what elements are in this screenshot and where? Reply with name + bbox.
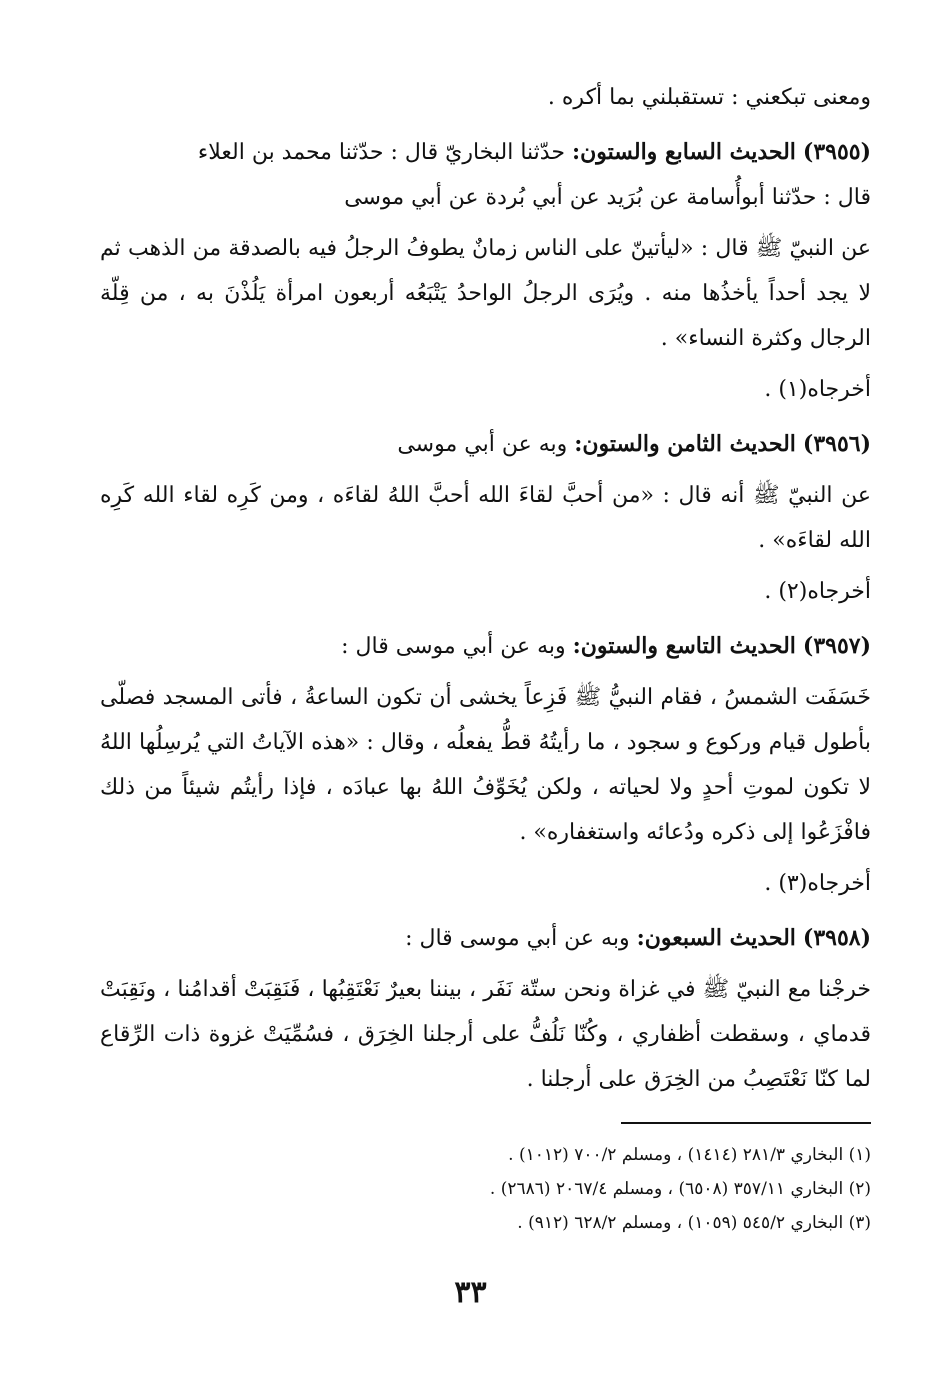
- hadith-title: الحديث السبعون:: [636, 925, 796, 951]
- hadith-number: (٣٩٥٥): [802, 139, 871, 165]
- footnote-divider: [621, 1122, 871, 1124]
- hadith-title: الحديث السابع والستون:: [571, 139, 796, 165]
- isnad-line: وبه عن أبي موسى قال :: [405, 926, 630, 951]
- takhrij-3956: أخرجاه(٢) .: [764, 579, 871, 604]
- intro-line: ومعنى تبكعني : تستقبلني بما أكره .: [547, 85, 871, 110]
- hadith-number: (٣٩٥٦): [802, 431, 871, 457]
- hadith-3956-heading: [100, 422, 871, 467]
- hadith-3958-text: خرجْنا مع النبيّ ﷺ في غزاة ونحن ستّة نَفَر ، بيننا بعيرٌ نَعْتَقِبُها ، فَنَقِبَتْ أقدامُنا ، ونَقِبَتْ قدماي ، وسقطت أظفاري ، وكُنّا نَلُفُّ على أرجلنا الخِرَق ، فسُمِّيَتْ غزوة ذات الرِّقاع لما كنّا نَعْتَصِبُ من الخِرَق على أرجلنا .: [100, 977, 871, 1092]
- isnad-line: حدّثنا البخاريّ قال : حدّثنا محمد بن العلاء: [197, 140, 565, 165]
- hadith-3957-text: خَسَفَت الشمسُ ، فقام النبيُّ ﷺ فَزِعاً يخشى أن تكون الساعةُ ، فأتى المسجد فصلّى بأطول قيام وركوع و سجود ، ما رأيتُهُ قطُّ يفعلُه ، وقال : «هذه الآياتُ التي يُرسِلُها اللهُ لا تكون لموتِ أحدٍ ولا لحياته ، ولكن يُخَوِّفُ اللهُ بها عبادَه ، فإذا رأيتُم شيئاً من ذلك فافْزَعُوا إلى ذكره ودُعائه واستغفاره» .: [100, 685, 871, 845]
- isnad-line: وبه عن أبي موسى قال :: [341, 634, 566, 659]
- hadith-title: الحديث الثامن والستون:: [574, 431, 796, 457]
- page-number: ٣٣: [454, 1275, 487, 1310]
- isnad-line: وبه عن أبي موسى: [397, 432, 568, 457]
- footnote-2: (٢) البخاري ٣٥٧/١١ (٦٥٠٨) ، ومسلم ٢٠٦٧/٤ (٢٦٨٦) .: [489, 1179, 871, 1199]
- hadith-3958-heading: [100, 916, 871, 961]
- footnote-1: (١) البخاري ٢٨١/٣ (١٤١٤) ، ومسلم ٧٠٠/٢ (١٠١٢) .: [508, 1145, 871, 1165]
- isnad-line-2: قال : حدّثنا أبوأُسامة عن بُرَيد عن أبي بُردة عن أبي موسى: [344, 185, 871, 210]
- footnote-3: (٣) البخاري ٥٤٥/٢ (١٠٥٩) ، ومسلم ٦٢٨/٢ (٩١٢) .: [517, 1213, 871, 1233]
- hadith-title: الحديث التاسع والستون:: [572, 633, 796, 659]
- hadith-number: (٣٩٥٨): [802, 925, 871, 951]
- hadith-3955-heading: [100, 130, 871, 175]
- takhrij-3957: أخرجاه(٣) .: [764, 871, 871, 896]
- hadith-3956-text: عن النبيّ ﷺ أنه قال : «من أحبَّ لقاءَ الله أحبَّ اللهُ لقاءَه ، ومن كَرِه لقاء الله كَرِه الله لقاءَه» .: [100, 483, 871, 553]
- hadith-number: (٣٩٥٧): [802, 633, 871, 659]
- hadith-3955-text: عن النبيّ ﷺ قال : «ليأتينّ على الناس زمانٌ يطوفُ الرجلُ فيه بالصدقة من الذهب ثم لا يجد أحداً يأخذُها منه . ويُرَى الرجلُ الواحدُ يَتْبَعُه أربعون امرأة يَلُذْنَ به ، من قِلّة الرجال وكثرة النساء» .: [100, 236, 871, 351]
- hadith-3957-heading: [100, 624, 871, 669]
- takhrij-3955: أخرجاه(١) .: [764, 377, 871, 402]
